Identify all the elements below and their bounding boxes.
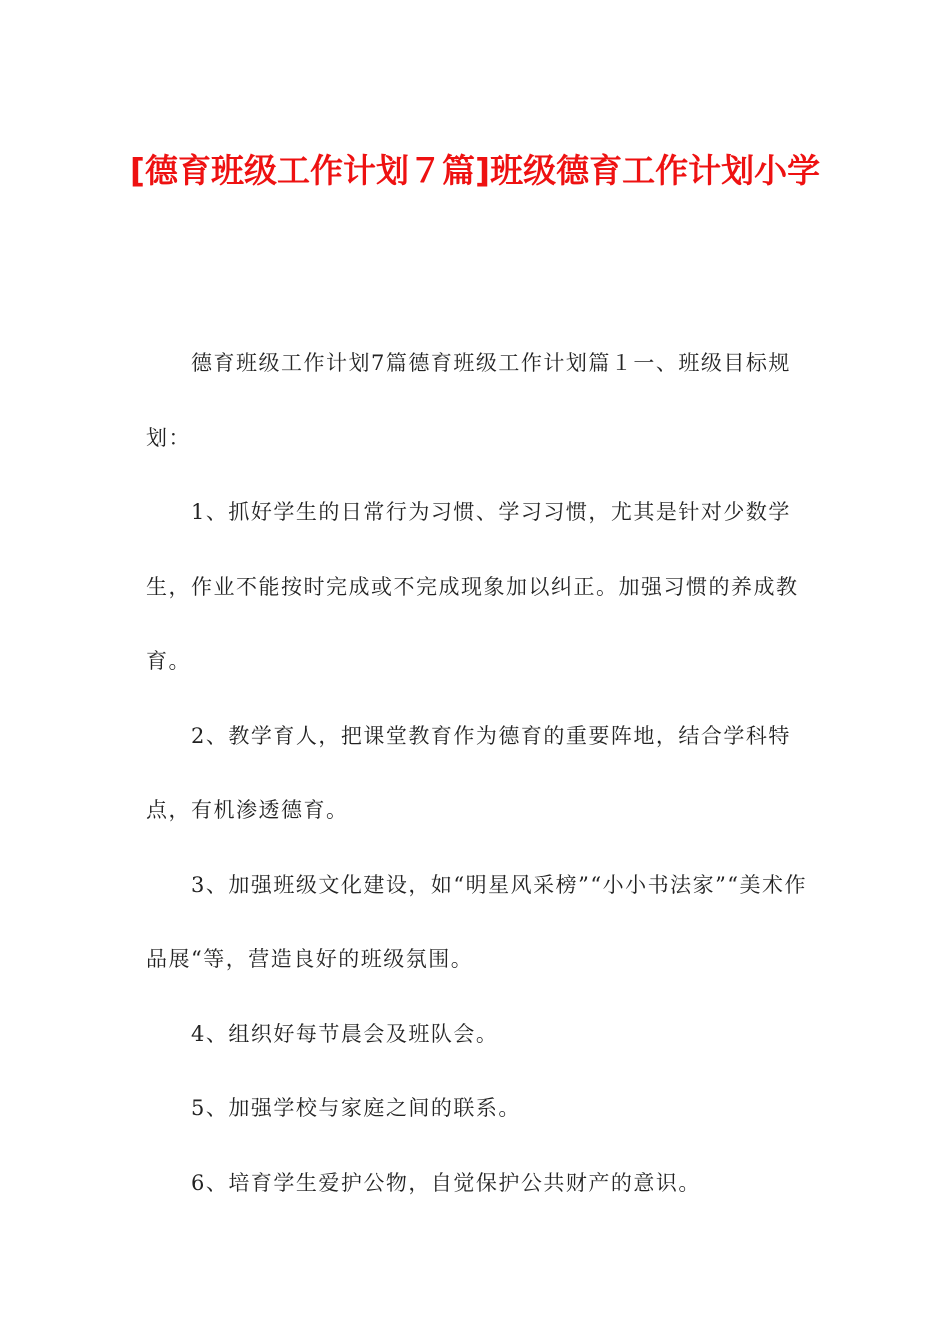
document-body [146, 326, 816, 1220]
document-title: [德育班级工作计划７篇]班级德育工作计划小学 [129, 151, 821, 190]
paragraph-item-5: 5、加强学校与家庭之间的联系。 [191, 1096, 521, 1120]
paragraph-item-4: 4、组织好每节晨会及班队会。 [191, 1021, 499, 1046]
paragraph-item-1: 1、抓好学生的日常行为习惯、学习习惯，尤其是针对少数学生，作业不能按时完成或不完成现象加以纠正。加强习惯的养成教育。 [146, 500, 799, 673]
paragraph-item-6: 6、培育学生爱护公物，自觉保护公共财产的意识。 [191, 1170, 701, 1195]
paragraph-item-2: 2、教学育人，把课堂教育作为德育的重要阵地，结合学科特点，有机渗透德育。 [146, 723, 791, 822]
paragraph-item-3: 3、加强班级文化建设，如“明星风采榜”“小小书法家”“美术作品展“等，营造良好的班级氛围。 [146, 872, 808, 971]
paragraph-intro: 德育班级工作计划7篇德育班级工作计划篇１一、班级目标规划： [146, 351, 791, 450]
